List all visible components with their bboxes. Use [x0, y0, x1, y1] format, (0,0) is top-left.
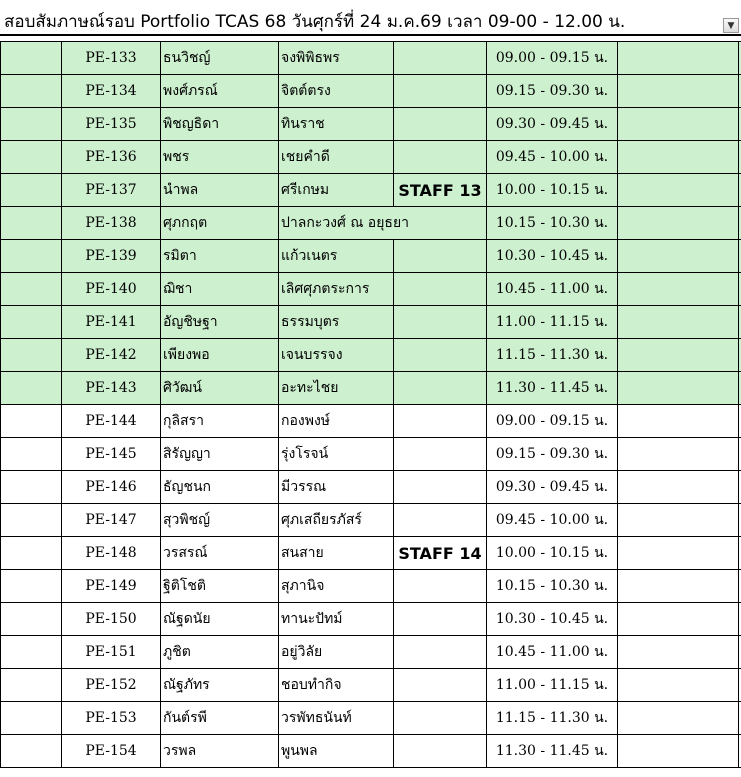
time-slot-cell[interactable]: 09.15 - 09.30 น.: [487, 438, 618, 470]
time-slot-cell[interactable]: 11.15 - 11.30 น.: [487, 702, 618, 734]
table-row: [0, 339, 741, 372]
table-row: [0, 42, 741, 75]
row-blank-cell[interactable]: [0, 603, 62, 635]
first-name-cell[interactable]: กันต์รพี: [161, 702, 279, 734]
first-name-cell[interactable]: พงศ์ภรณ์: [161, 75, 279, 107]
row-blank-cell[interactable]: [0, 240, 62, 272]
time-slot-cell[interactable]: 10.15 - 10.30 น.: [487, 207, 618, 239]
staff-cell[interactable]: [394, 438, 487, 470]
notes-cell[interactable]: [618, 306, 739, 338]
time-slot-cell[interactable]: 11.30 - 11.45 น.: [487, 735, 618, 767]
first-name-cell[interactable]: สุวพิชญ์: [161, 504, 279, 536]
staff-cell[interactable]: [394, 603, 487, 635]
staff-cell[interactable]: [394, 273, 487, 305]
applicant-id-cell[interactable]: PE-141: [62, 306, 161, 338]
row-blank-cell[interactable]: [0, 636, 62, 668]
applicant-id-cell[interactable]: PE-144: [62, 405, 161, 437]
first-name-cell[interactable]: วรพล: [161, 735, 279, 767]
notes-cell[interactable]: [618, 141, 739, 173]
first-name-cell[interactable]: ธนวิชญ์: [161, 42, 279, 74]
last-name-cell[interactable]: เชยคำดี: [279, 141, 394, 173]
sheet-title: สอบสัมภาษณ์รอบ Portfolio TCAS 68 วันศุกร์ที่ 24 ม.ค.69 เวลา 09-00 - 12.00 น.: [4, 12, 626, 32]
staff-cell[interactable]: [394, 504, 487, 536]
table-row: [0, 174, 741, 207]
row-blank-cell[interactable]: [0, 702, 62, 734]
staff-cell[interactable]: [394, 405, 487, 437]
table-row: [0, 306, 741, 339]
notes-cell[interactable]: [618, 339, 739, 371]
first-name-cell[interactable]: นำพล: [161, 174, 279, 206]
staff-cell[interactable]: [394, 75, 487, 107]
first-name-cell[interactable]: กุลิสรา: [161, 405, 279, 437]
last-name-cell[interactable]: เลิศศุภตระการ: [279, 273, 394, 305]
last-name-cell[interactable]: อยู่วิลัย: [279, 636, 394, 668]
applicant-id-cell[interactable]: PE-142: [62, 339, 161, 371]
first-name-cell[interactable]: ศุภกฤต: [161, 207, 279, 239]
last-name-cell[interactable]: กองพงษ์: [279, 405, 394, 437]
last-name-cell[interactable]: มีวรรณ: [279, 471, 394, 503]
row-blank-cell[interactable]: [0, 141, 62, 173]
table-row: [0, 207, 741, 240]
first-name-cell[interactable]: พิชญธิดา: [161, 108, 279, 140]
first-name-cell[interactable]: ภูชิต: [161, 636, 279, 668]
notes-cell[interactable]: [618, 207, 739, 239]
last-name-cell[interactable]: อะทะไชย: [279, 372, 394, 404]
applicant-id-cell[interactable]: PE-154: [62, 735, 161, 767]
notes-cell[interactable]: [618, 405, 739, 437]
staff-cell[interactable]: [394, 108, 487, 140]
last-name-cell[interactable]: สุภานิจ: [279, 570, 394, 602]
staff-cell[interactable]: [394, 339, 487, 371]
staff-cell[interactable]: [394, 702, 487, 734]
row-blank-cell[interactable]: [0, 438, 62, 470]
row-blank-cell[interactable]: [0, 207, 62, 239]
notes-cell[interactable]: [618, 636, 739, 668]
table-row: [0, 438, 741, 471]
first-name-cell[interactable]: ธัญชนก: [161, 471, 279, 503]
applicant-id-cell[interactable]: PE-147: [62, 504, 161, 536]
table-row: [0, 75, 741, 108]
table-row: [0, 141, 741, 174]
row-blank-cell[interactable]: [0, 306, 62, 338]
last-name-cell[interactable]: ปาลกะวงศ์ ณ อยุธยา: [279, 207, 487, 239]
row-blank-cell[interactable]: [0, 735, 62, 767]
first-name-cell[interactable]: ฌิชา: [161, 273, 279, 305]
last-name-cell[interactable]: แก้วเนตร: [279, 240, 394, 272]
table-row: [0, 405, 741, 438]
staff-cell[interactable]: [394, 141, 487, 173]
notes-cell[interactable]: [618, 372, 739, 404]
staff-cell[interactable]: [394, 570, 487, 602]
row-blank-cell[interactable]: [0, 108, 62, 140]
notes-cell[interactable]: [618, 537, 739, 569]
time-slot-cell[interactable]: 10.45 - 11.00 น.: [487, 636, 618, 668]
notes-cell[interactable]: [618, 603, 739, 635]
notes-cell[interactable]: [618, 75, 739, 107]
staff-cell[interactable]: [394, 636, 487, 668]
time-slot-cell[interactable]: 09.30 - 09.45 น.: [487, 471, 618, 503]
row-blank-cell[interactable]: [0, 669, 62, 701]
notes-cell[interactable]: [618, 42, 739, 74]
last-name-cell[interactable]: ทินราช: [279, 108, 394, 140]
table-row: [0, 537, 741, 570]
first-name-cell[interactable]: อัญชิษฐา: [161, 306, 279, 338]
table-row: [0, 603, 741, 636]
time-slot-cell[interactable]: 10.45 - 11.00 น.: [487, 273, 618, 305]
row-blank-cell[interactable]: [0, 75, 62, 107]
notes-cell[interactable]: [618, 471, 739, 503]
staff-cell[interactable]: [394, 306, 487, 338]
time-slot-cell[interactable]: 11.00 - 11.15 น.: [487, 669, 618, 701]
time-slot-cell[interactable]: 09.00 - 09.15 น.: [487, 405, 618, 437]
last-name-cell[interactable]: จงพิพิธพร: [279, 42, 394, 74]
table-row: [0, 669, 741, 702]
staff-cell[interactable]: STAFF 14: [394, 537, 487, 569]
first-name-cell[interactable]: รมิตา: [161, 240, 279, 272]
staff-cell[interactable]: STAFF 13: [394, 174, 487, 206]
table-row: [0, 504, 741, 537]
applicant-id-cell[interactable]: PE-133: [62, 42, 161, 74]
last-name-cell[interactable]: สนสาย: [279, 537, 394, 569]
last-name-cell[interactable]: ศรีเกษม: [279, 174, 394, 206]
applicant-id-cell[interactable]: PE-136: [62, 141, 161, 173]
table-row: [0, 108, 741, 141]
notes-cell[interactable]: [618, 174, 739, 206]
row-blank-cell[interactable]: [0, 42, 62, 74]
staff-cell[interactable]: [394, 471, 487, 503]
table-row: [0, 471, 741, 504]
applicant-id-cell[interactable]: PE-150: [62, 603, 161, 635]
first-name-cell[interactable]: สิรัญญา: [161, 438, 279, 470]
last-name-cell[interactable]: พูนพล: [279, 735, 394, 767]
time-slot-cell[interactable]: 11.15 - 11.30 น.: [487, 339, 618, 371]
first-name-cell[interactable]: วรสรณ์: [161, 537, 279, 569]
staff-cell[interactable]: [394, 240, 487, 272]
last-name-cell[interactable]: ศุภเสถียรภัสร์: [279, 504, 394, 536]
applicant-id-cell[interactable]: PE-139: [62, 240, 161, 272]
notes-cell[interactable]: [618, 108, 739, 140]
first-name-cell[interactable]: ฐิติโชติ: [161, 570, 279, 602]
first-name-cell[interactable]: ณัฐดนัย: [161, 603, 279, 635]
applicant-id-cell[interactable]: PE-137: [62, 174, 161, 206]
time-slot-cell[interactable]: 10.00 - 10.15 น.: [487, 174, 618, 206]
first-name-cell[interactable]: ณัฐภัทร: [161, 669, 279, 701]
schedule-table: [0, 41, 741, 768]
last-name-cell[interactable]: รุ่งโรจน์: [279, 438, 394, 470]
chevron-down-icon[interactable]: ▼: [723, 18, 739, 33]
applicant-id-cell[interactable]: PE-146: [62, 471, 161, 503]
table-row: [0, 240, 741, 273]
time-slot-cell[interactable]: 09.45 - 10.00 น.: [487, 141, 618, 173]
table-row: [0, 735, 741, 768]
first-name-cell[interactable]: ศิวัฒน์: [161, 372, 279, 404]
staff-cell[interactable]: [394, 42, 487, 74]
notes-cell[interactable]: [618, 570, 739, 602]
staff-cell[interactable]: [394, 669, 487, 701]
time-slot-cell[interactable]: 09.30 - 09.45 น.: [487, 108, 618, 140]
applicant-id-cell[interactable]: PE-148: [62, 537, 161, 569]
staff-cell[interactable]: [394, 735, 487, 767]
sheet-header: [0, 0, 741, 36]
row-blank-cell[interactable]: [0, 273, 62, 305]
applicant-id-cell[interactable]: PE-134: [62, 75, 161, 107]
notes-cell[interactable]: [618, 702, 739, 734]
row-blank-cell[interactable]: [0, 372, 62, 404]
applicant-id-cell[interactable]: PE-153: [62, 702, 161, 734]
row-blank-cell[interactable]: [0, 471, 62, 503]
row-blank-cell[interactable]: [0, 174, 62, 206]
time-slot-cell[interactable]: 10.15 - 10.30 น.: [487, 570, 618, 602]
applicant-id-cell[interactable]: PE-151: [62, 636, 161, 668]
notes-cell[interactable]: [618, 669, 739, 701]
time-slot-cell[interactable]: 09.00 - 09.15 น.: [487, 42, 618, 74]
table-row: [0, 636, 741, 669]
time-slot-cell[interactable]: 11.30 - 11.45 น.: [487, 372, 618, 404]
row-blank-cell[interactable]: [0, 405, 62, 437]
notes-cell[interactable]: [618, 438, 739, 470]
table-row: [0, 702, 741, 735]
time-slot-cell[interactable]: 09.45 - 10.00 น.: [487, 504, 618, 536]
row-blank-cell[interactable]: [0, 504, 62, 536]
applicant-id-cell[interactable]: PE-149: [62, 570, 161, 602]
applicant-id-cell[interactable]: PE-140: [62, 273, 161, 305]
first-name-cell[interactable]: เพียงพอ: [161, 339, 279, 371]
applicant-id-cell[interactable]: PE-143: [62, 372, 161, 404]
applicant-id-cell[interactable]: PE-145: [62, 438, 161, 470]
time-slot-cell[interactable]: 11.00 - 11.15 น.: [487, 306, 618, 338]
last-name-cell[interactable]: ธรรมบุตร: [279, 306, 394, 338]
notes-cell[interactable]: [618, 273, 739, 305]
time-slot-cell[interactable]: 10.30 - 10.45 น.: [487, 240, 618, 272]
last-name-cell[interactable]: ชอบทำกิจ: [279, 669, 394, 701]
last-name-cell[interactable]: ทานะปัทม์: [279, 603, 394, 635]
notes-cell[interactable]: [618, 735, 739, 767]
time-slot-cell[interactable]: 09.15 - 09.30 น.: [487, 75, 618, 107]
last-name-cell[interactable]: เจนบรรจง: [279, 339, 394, 371]
last-name-cell[interactable]: จิตต์ตรง: [279, 75, 394, 107]
time-slot-cell[interactable]: 10.00 - 10.15 น.: [487, 537, 618, 569]
row-blank-cell[interactable]: [0, 537, 62, 569]
applicant-id-cell[interactable]: PE-152: [62, 669, 161, 701]
row-blank-cell[interactable]: [0, 339, 62, 371]
time-slot-cell[interactable]: 10.30 - 10.45 น.: [487, 603, 618, 635]
notes-cell[interactable]: [618, 504, 739, 536]
applicant-id-cell[interactable]: PE-135: [62, 108, 161, 140]
table-row: [0, 273, 741, 306]
last-name-cell[interactable]: วรพัทธนันท์: [279, 702, 394, 734]
applicant-id-cell[interactable]: PE-138: [62, 207, 161, 239]
table-row: [0, 570, 741, 603]
staff-cell[interactable]: [394, 372, 487, 404]
row-blank-cell[interactable]: [0, 570, 62, 602]
notes-cell[interactable]: [618, 240, 739, 272]
first-name-cell[interactable]: พชร: [161, 141, 279, 173]
table-row: [0, 372, 741, 405]
